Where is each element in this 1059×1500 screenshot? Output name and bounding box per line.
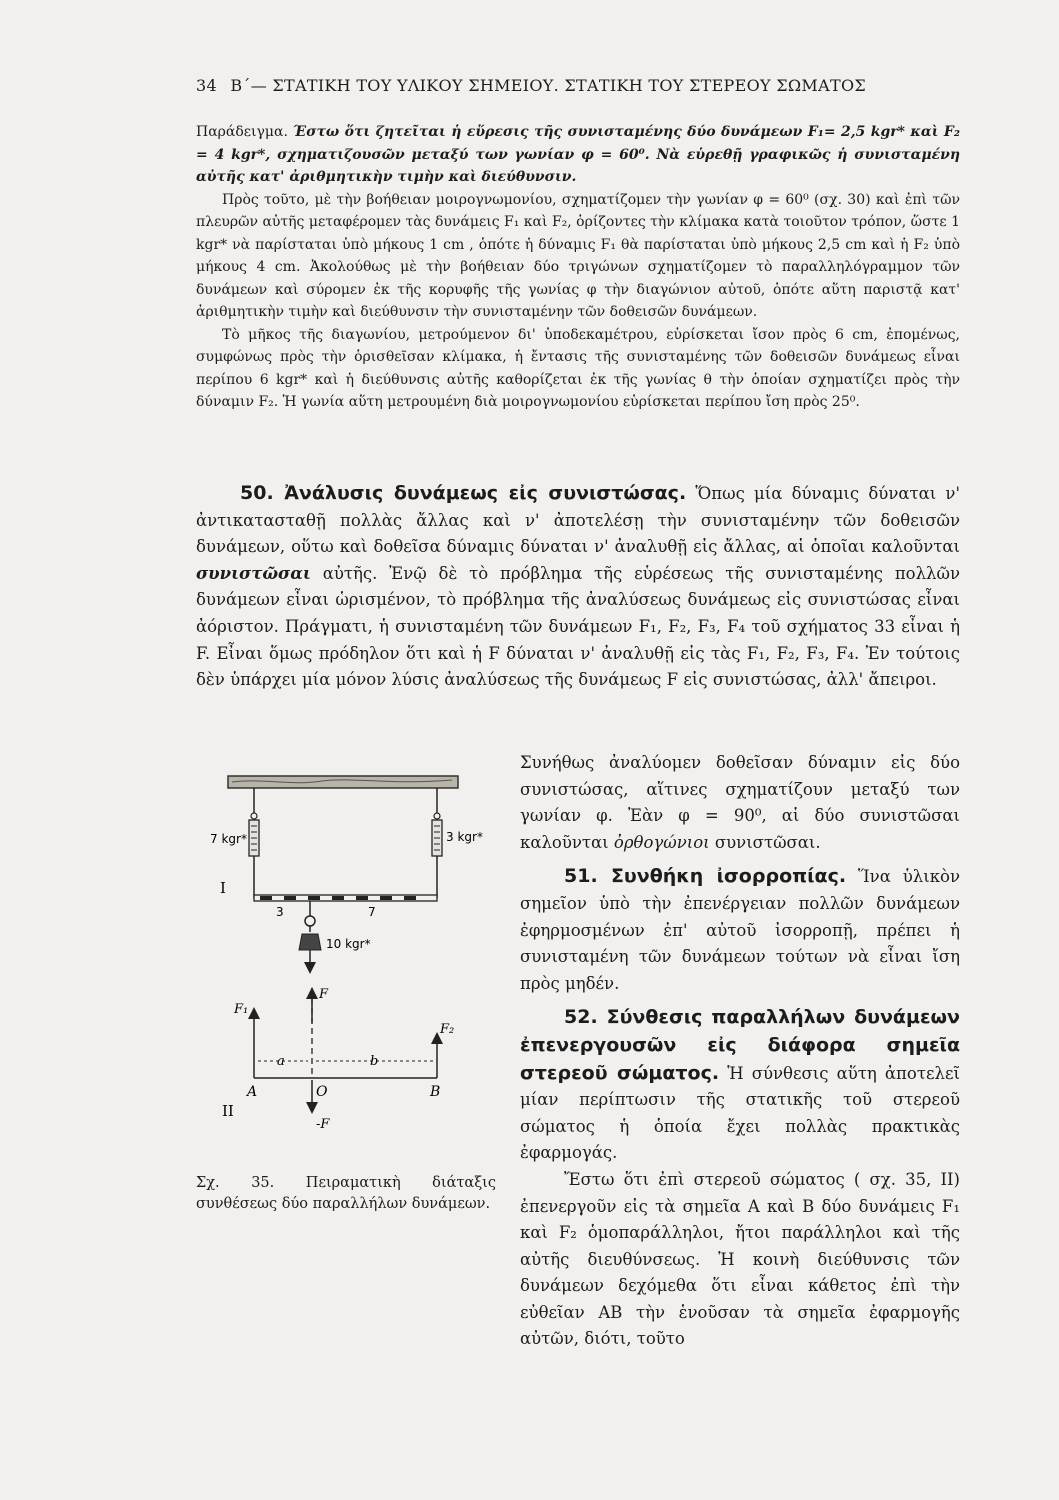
- running-title: Β΄— ΣΤΑΤΙΚΗ ΤΟΥ ΥΛΙΚΟΥ ΣΗΜΕΙΟΥ. ΣΤΑΤΙΚΗ ΤΟΥ ΣΤΕΡΕΟΥ ΣΩΜΑΤΟΣ: [230, 76, 866, 95]
- spring-scale-right: [432, 788, 442, 898]
- force-minus-F-label: -F: [316, 1117, 330, 1132]
- section-52-paragraph-2: Ἔστω ὅτι ἐπὶ στερεοῦ σώματος ( σχ. 35, II) ἐπενεργοῦν εἰς τὰ σημεῖα A καὶ B δύο δυνάμεις F₁ καὶ F₂ ὁμοπαράλληλοι, ἤτοι παράλληλοι καὶ τῆς αὐτῆς διευθύνσεως. Ἡ κοινὴ διεύθυνσις τῶν δυνάμεων δεχόμεθα ὅτι εἶναι κάθετος ἐπὶ τὴν εὐθεῖαν AB τὴν ἑνοῦσαν τὰ σημεῖα ἐφαρμογῆς αὐτῶν, διότι, τοῦτο: [520, 1169, 960, 1349]
- example-solution-para2: Τὸ μῆκος τῆς διαγωνίου, μετρούμενον δι' ὑποδεκαμέτρου, εὑρίσκεται ἴσον πρὸς 6 cm, ἐπομένως, συμφώνως πρὸς τὴν ὁρισθεῖσαν κλίμακα, ἡ ἔντασις τῆς συνισταμένης τῶν δοθεισῶν δυνάμεως εἶναι περίπου 6 kgr* καὶ ἡ διεύθυνσις αὐτῆς καθορίζεται ἐκ τῆς γωνίας θ τὴν ὁποίαν σχηματίζει πρὸς τὴν δύναμιν F₂. Ἡ γωνία αὕτη μετρουμένη διὰ μοιρογνωμονίου εὑρίσκεται περίπου ἴση πρὸς 25⁰.: [196, 326, 960, 410]
- point-B-label: B: [430, 1084, 441, 1100]
- figure-caption: Σχ. 35. Πειραματικὴ διάταξις συνθέσεως δύο παραλλήλων δυνάμεων.: [196, 1175, 496, 1212]
- right-column: [520, 750, 960, 1353]
- force-F1-label: F₁: [234, 1002, 249, 1017]
- section-51-paragraph: [520, 863, 960, 997]
- figure-35-diagram: [192, 768, 502, 1138]
- figure-35: [192, 768, 502, 1138]
- force-diagram: [254, 988, 437, 1108]
- distance-b-label: b: [370, 1054, 379, 1069]
- force-F-label: F: [319, 987, 329, 1002]
- point-O-label: O: [316, 1084, 328, 1100]
- section-51-title: 51. Συνθήκη ἰσορροπίας.: [564, 865, 847, 888]
- section-50-title: 50. Ἀνάλυσις δυνάμεως εἰς συνιστώσας.: [240, 482, 687, 504]
- section-52-paragraph: [520, 1004, 960, 1167]
- spring-scale-left: [249, 788, 259, 878]
- hanging-weight-label: 10 kgr*: [326, 937, 371, 951]
- example-solution-para1: Πρὸς τοῦτο, μὲ τὴν βοήθειαν μοιρογνωμονίου, σχηματίζομεν τὴν γωνίαν φ = 60⁰ (σχ. 30) καὶ ἐπὶ τῶν πλευρῶν αὐτῆς μεταφέρομεν τὰς δυνάμεις F₁ καὶ F₂, ὁρίζοντες τὴν κλίμακα κατὰ τοιοῦτον τρόπον, ὥστε 1 kgr* νὰ παρίσταται ὑπὸ μήκους 1 cm , ὁπότε ἡ δύναμις F₁ θὰ παρίσταται ὑπὸ μήκους 2,5 cm καὶ ἡ F₂ ὑπὸ μήκους 4 cm. Ἀκολούθως μὲ τὴν βοήθειαν δύο τριγώνων σχηματίζομεν τὸ παραλληλόγραμμον τῶν δυνάμεων καὶ σύρομεν ἐκ τῆς κορυφῆς τῆς γωνίας φ τὴν διαγώνιον αὐτοῦ, ὁπότε αὕτη παριστᾷ κατ' ἀριθμητικὴν τιμὴν καὶ διεύθυνσιν τὴν συνισταμένην τῶν δοθεισῶν δυνάμεων.: [196, 191, 960, 320]
- left-weight-label: 7 kgr*: [210, 832, 247, 846]
- mark-3: 3: [276, 905, 284, 919]
- section-50-paragraph: [196, 480, 960, 694]
- right-weight-label: 3 kgr*: [446, 830, 483, 844]
- section-50-text-c-par: [520, 750, 960, 856]
- page-number: 34: [196, 76, 217, 95]
- section-50-text-b: αὐτῆς. Ἐνῷ δὲ τὸ πρόβλημα τῆς εὑρέσεως τῆς συνισταμένης πολλῶν δυνάμεων εἶναι ὡρισμένον, τὸ πρόβλημα τῆς ἀναλύσεως δυνάμεως εἰς συνιστώσας εἶναι ἀόριστον. Πράγματι, ἡ συνισταμένη τῶν δυνάμεων F₁, F₂, F₃, F₄ τοῦ σχήματος 33 εἶναι ἡ F. Εἶναι ὅμως πρόδηλον ὅτι καὶ ἡ F δύναται ν' ἀναλυθῇ εἰς τὰς F₁, F₂, F₃, F₄. Ἐν τούτοις δὲν ὑπάρχει μία μόνον λύσις ἀναλύσεως τῆς δυνάμεως F εἰς συνιστώσας, ἀλλ' ἄπειροι.: [196, 563, 960, 690]
- hanging-weight: [299, 901, 321, 968]
- section-51-text: Ἵνα ὑλικὸν σημεῖον ὑπὸ τὴν ἐπενέργειαν πολλῶν δυνάμεων ἐφηρμοσμένων ἐπ' αὐτοῦ ἰσορροπῇ, πρέπει ἡ συνισταμένη τῶν δυνάμεων τούτων νὰ εἶναι ἴση πρὸς μηδέν.: [520, 867, 961, 993]
- example-block: [196, 121, 960, 414]
- section-50-text-d: συνιστῶσαι.: [714, 832, 821, 852]
- beam: [228, 776, 458, 788]
- mark-7: 7: [368, 905, 376, 919]
- point-A-label: A: [247, 1084, 258, 1100]
- roman-numeral-1: I: [220, 879, 226, 897]
- running-header: [196, 76, 962, 95]
- section-50-text-c: Συνήθως ἀναλύομεν δοθεῖσαν δύναμιν εἰς δύο συνιστώσας, αἵτινες σχηματίζουν μεταξύ των γωνίαν φ. Ἐὰν φ = 90⁰, αἱ δύο συνιστῶσαι καλοῦνται: [520, 753, 960, 852]
- example-label: Παράδειγμα.: [196, 124, 288, 140]
- example-statement: [196, 121, 960, 189]
- section-50-term2: ὀρθογώνιοι: [613, 832, 710, 852]
- section-50-text-a: Ὅπως μία δύναμις δύναται ν' ἀντικατασταθῇ πολλὰς ἄλλας καὶ ν' ἀποτελέσῃ τὴν συνισταμένην τῶν δοθεισῶν δυνάμεων, οὕτω καὶ δοθεῖσα δύναμις δύναται ν' ἀναλυθῇ εἰς ἄλλας, αἱ ὁποῖαι καλοῦνται: [196, 484, 960, 557]
- roman-numeral-2: II: [222, 1102, 234, 1120]
- example-problem: Έστω ὅτι ζητεῖται ἡ εὕρεσις τῆς συνισταμένης δύο δυνάμεων F₁= 2,5 kgr* καὶ F₂ = 4 kgr*, σχηματιζουσῶν μεταξύ των γωνίαν φ = 60⁰. Νὰ εὑρεθῇ γραφικῶς ἡ συνισταμένη αὐτῆς κατ' ἀριθμητικὴν τιμὴν καὶ διεύθυνσιν.: [196, 124, 960, 185]
- section-52-title: 52. Σύνθεσις παραλλήλων δυνάμεων ἐπενεργουσῶν εἰς διάφορα σημεῖα στερεοῦ σώματος.: [520, 1006, 960, 1084]
- force-F2-label: F₂: [440, 1022, 455, 1037]
- section-52-text-a: Ἡ σύνθεσις αὕτη ἀποτελεῖ μίαν περίπτωσιν τῆς στατικῆς τοῦ στερεοῦ σώματος ἡ ὁποία ἔχει πολλὰς πρακτικὰς ἐφαρμογάς.: [520, 1063, 960, 1163]
- distance-a-label: a: [277, 1054, 285, 1069]
- section-50: [196, 480, 960, 694]
- lower-rod: [254, 878, 437, 901]
- section-50-term: συνιστῶσαι: [196, 563, 311, 583]
